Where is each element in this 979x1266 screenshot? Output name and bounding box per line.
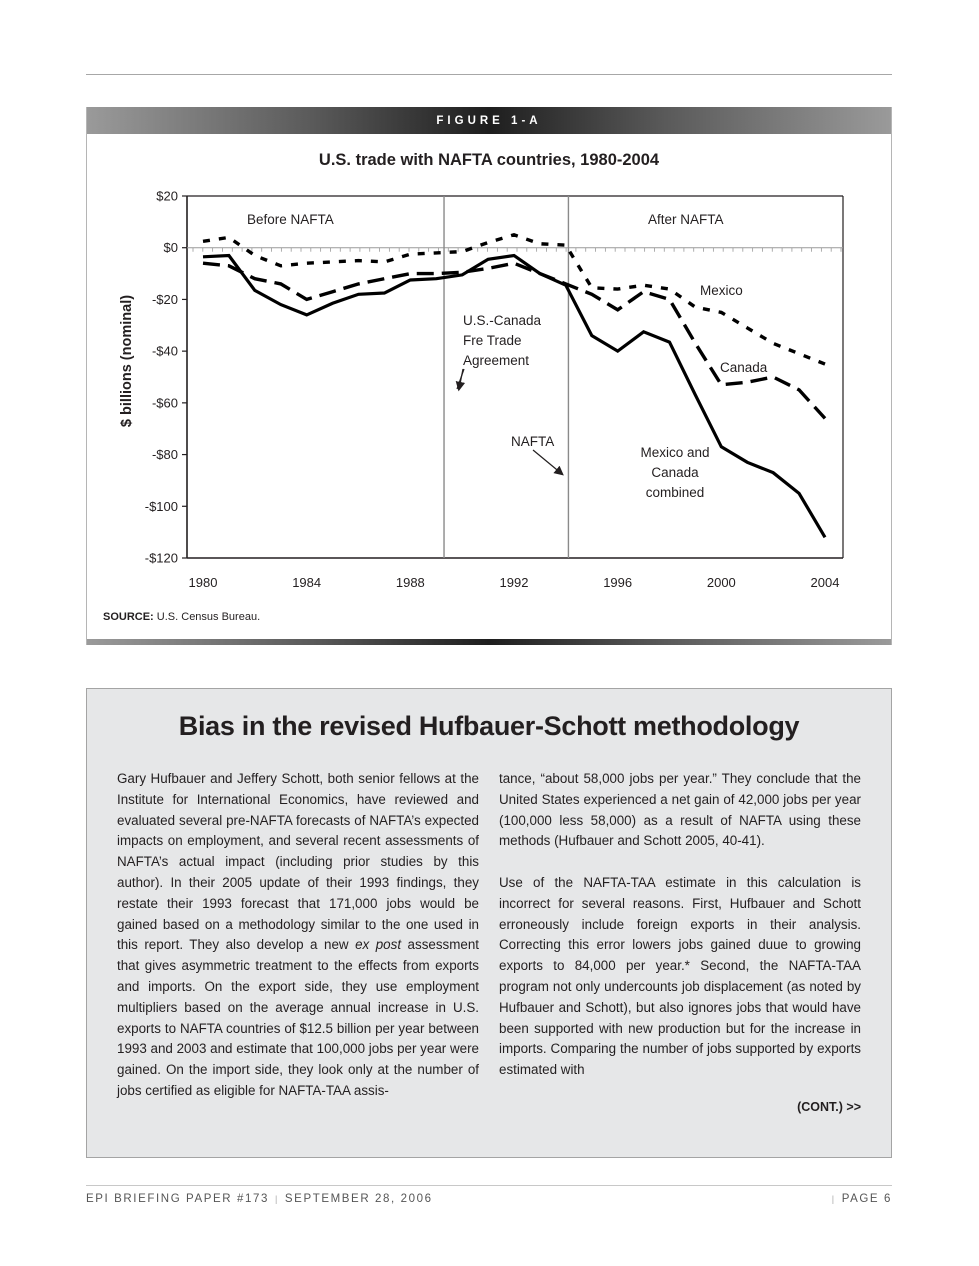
figure-label: FIGURE 1-A	[436, 115, 542, 127]
paragraph: Use of the NAFTA-TAA estimate in this calculation is incorrect for several reasons. First, Hufbauer and Schott erroneously include foreign exports in their analysis. Correcting this error lowers jobs gained duue to growing exports to 84,000 per year.* Second, the NAFTA-TAA program not only undercounts job displacement (as noted by Hufbauer and Schott), but also ignores jobs that would have been supported with new production but for the increase in imports. Comparing the number of jobs supported by exports estimated with	[499, 874, 861, 1078]
footer-separator: |	[274, 1194, 279, 1204]
y-axis-label: $ billions (nominal)	[119, 294, 135, 428]
footer-date: SEPTEMBER 28, 2006	[284, 1193, 433, 1205]
annotation-after-nafta: After NAFTA	[648, 212, 724, 227]
annotation-fta-line: Fre Trade	[463, 333, 522, 348]
vertical-markers	[444, 196, 568, 558]
y-tick-label: -$80	[151, 447, 178, 463]
annotation-mexico: Mexico	[700, 283, 743, 298]
footer-rule	[86, 1185, 892, 1186]
chart-title: U.S. trade with NAFTA countries, 1980-2004	[318, 151, 660, 169]
x-tick-label: 1992	[499, 575, 529, 590]
annotation-fta-line: U.S.-Canada	[463, 313, 542, 328]
annotation-combined-line: combined	[645, 485, 705, 500]
nafta-arrow-line	[533, 450, 562, 474]
figure-1a	[86, 107, 892, 645]
y-tick-label: $0	[163, 240, 178, 256]
footer-left	[86, 1193, 433, 1205]
text-run: assessment that gives asymmetric treatment to the effects from exports and imports. On the export side, they use employment multipliers based on the average annual increase in U.S. exports to NAFTA countries of $12.5 billion per year between 1993 and 2003 and estimate that 100,000 jobs per year were gained. On the import side, they look only at the number of jobs certified as eligible for NAFTA-TAA assis-	[117, 937, 479, 1098]
y-tick-label: -$120	[144, 550, 178, 566]
top-rule	[86, 74, 892, 75]
sidebar-box	[86, 688, 892, 1158]
paragraph: tance, “about 58,000 jobs per year.” They conclude that the United States experienced a net gain of 42,000 jobs per year (100,000 less 58,000) as a result of NAFTA using these methods (Hufbauer and Schott 2005, 40-41).	[499, 771, 861, 849]
line-chart	[87, 107, 893, 645]
x-tick-label: 1988	[395, 575, 425, 590]
annotation-nafta: NAFTA	[511, 434, 555, 449]
figure-footer-band	[87, 639, 891, 645]
continued-link[interactable]: (CONT.) >>	[797, 1100, 861, 1114]
footer-paper: EPI BRIEFING PAPER #173	[86, 1193, 269, 1205]
y-tick-label: -$40	[151, 343, 178, 359]
x-tick-label: 2000	[706, 575, 736, 590]
annotation-combined-line: Canada	[651, 465, 699, 480]
source-note	[103, 611, 260, 623]
y-tick-label: -$20	[151, 291, 178, 307]
y-tick-label: -$100	[144, 498, 178, 514]
footer-page: PAGE 6	[841, 1193, 892, 1205]
sidebar-title: Bias in the revised Hufbauer-Schott methodology	[178, 711, 800, 741]
chart-axes	[119, 189, 843, 591]
x-tick-label: 1984	[292, 575, 322, 590]
text-run-italic: ex post	[355, 937, 402, 953]
series-lines	[203, 235, 825, 538]
text-run: Gary Hufbauer and Jeffery Schott, both senior fellows at the Institute for International Economics, have reviewed and evaluated several pre-NAFTA forecasts of NAFTA’s expected impacts on employment, and several recent assessments of NAFTA’s actual impact (including prior studies by this author). In their 2005 update of their 1993 findings, they restate their 1993 forecast that 171,000 jobs would be gained based on a methodology similar to the one used in this report. They also develop a new	[117, 771, 479, 953]
y-tick-label: -$60	[151, 395, 178, 411]
sidebar-column-right	[499, 769, 861, 1102]
source-text: U.S. Census Bureau.	[156, 611, 261, 623]
annotation-combined-line: Mexico and	[640, 445, 710, 460]
x-tick-label: 1980	[188, 575, 218, 590]
annotation-canada: Canada	[720, 360, 768, 375]
footer-right	[826, 1193, 892, 1205]
sidebar-column-left	[117, 769, 479, 1123]
paragraph	[117, 769, 479, 1102]
x-tick-label: 1996	[603, 575, 633, 590]
fta-arrow-line	[459, 369, 463, 389]
annotation-before-nafta: Before NAFTA	[247, 212, 334, 227]
footer-separator: |	[831, 1194, 836, 1204]
source-label: SOURCE:	[103, 611, 154, 623]
x-tick-label: 2004	[810, 575, 840, 590]
annotation-fta-line: Agreement	[463, 353, 530, 368]
y-tick-label: $20	[156, 188, 178, 204]
